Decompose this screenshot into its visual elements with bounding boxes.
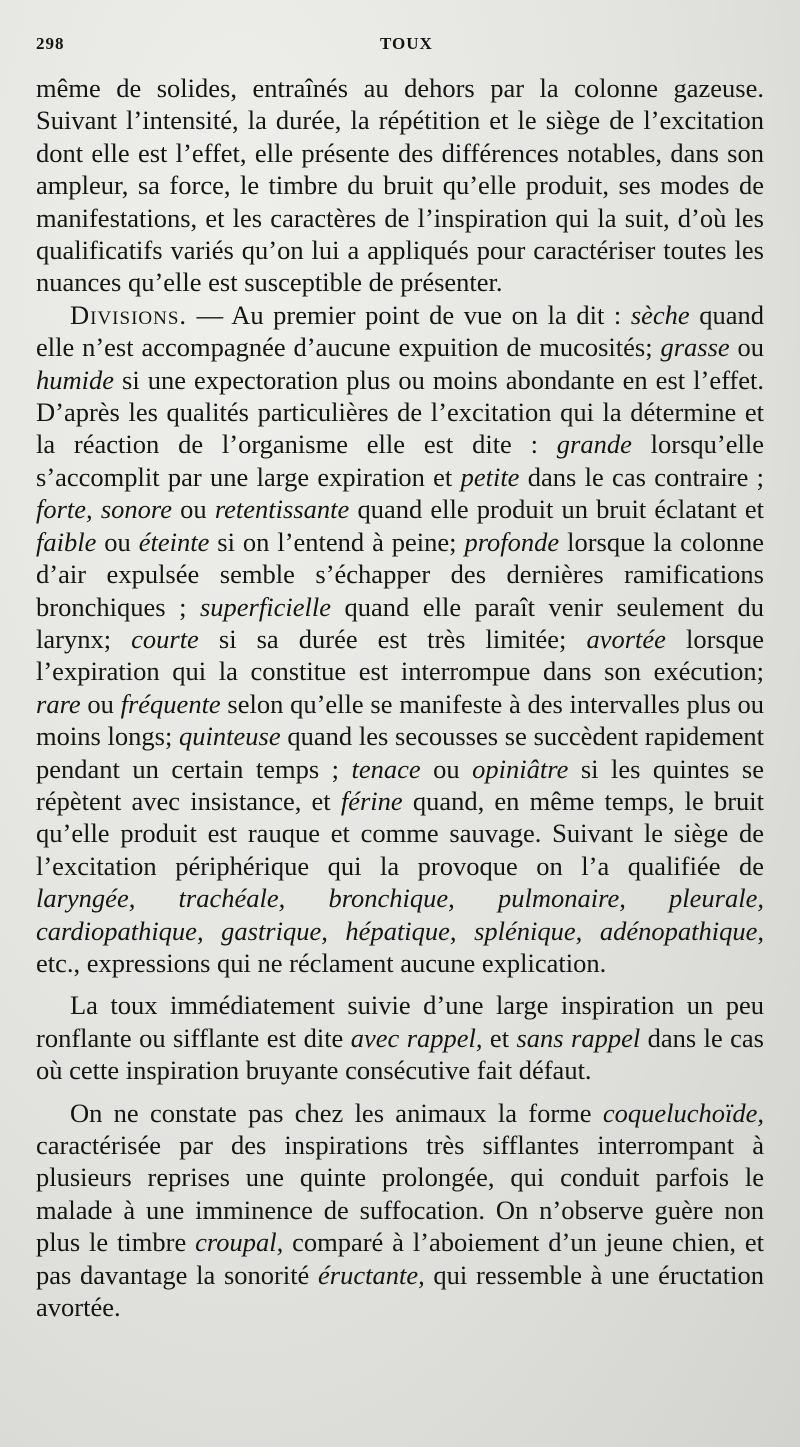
italic-term: croupal, (195, 1227, 284, 1258)
paragraph-coqueluchoide (36, 1097, 764, 1324)
page-number: 298 (36, 34, 65, 53)
text-run: lorsque la colonne d’air expulsée semble s’échapper des dernières ramifications bronchiques ; (36, 526, 765, 622)
text-run: lorsque l’expiration qui la constitue est interrompue dans son exécution; (36, 623, 765, 687)
text-run: comparé à l’aboiement d’un jeune chien, et pas davantage la sonorité (36, 1227, 764, 1290)
italic-term: laryngée, trachéale, bronchique, pulmonaire, pleurale, cardiopathique, gastrique, hépatique, splénique, adénopathique, (36, 883, 764, 946)
paragraph-intro (36, 72, 764, 299)
italic-term: superficielle (199, 591, 331, 622)
text-run: caractérisée par des inspirations très sifflantes interrompant à plusieurs reprises une quinte prolongée, qui conduit parfois le malade à une imminence de suffocation. On n’observe guère non plus le timbre (36, 1130, 764, 1258)
text-run: On ne constate pas chez les animaux la forme (70, 1097, 603, 1128)
italic-term: faible (36, 526, 97, 557)
text-run: ou (420, 753, 473, 784)
italic-term: sans rappel (516, 1022, 641, 1053)
text-run: et (482, 1022, 517, 1053)
body-text (36, 72, 764, 1323)
italic-term: grasse (660, 332, 730, 363)
italic-term: férine (340, 785, 403, 816)
text-run: quand, en même temps, le bruit qu’elle produit est rauque et comme sauvage. Suivant le siège de l’excitation périphérique qui la provoque on l’a qualifiée de (36, 785, 765, 881)
text-run: — Au premier point de vue on la dit : (187, 299, 631, 330)
italic-term: fréquente (120, 688, 221, 719)
text-run: qui ressemble à une éructation avortée. (36, 1259, 765, 1323)
text-run: dans le cas où cette inspiration bruyante consécutive fait défaut. (36, 1022, 764, 1086)
page-header (36, 34, 756, 58)
text-run: ou (80, 688, 121, 719)
italic-term: avec rappel, (350, 1022, 483, 1053)
text-run: si sa durée est très limitée; (198, 623, 587, 654)
text-run: si une expectoration plus ou moins abondante en est l’effet. D’après les qualités particulières de l’excitation qui la détermine et la réaction de l’organisme elle est dite : (36, 364, 764, 460)
text-run: si on l’entend à peine; (209, 526, 465, 557)
italic-term: quinteuse (179, 721, 281, 752)
text-run: ou (96, 526, 139, 557)
text-run: quand elle paraît venir seulement du larynx; (36, 591, 764, 654)
italic-term: coqueluchoïde, (602, 1097, 764, 1128)
italic-term: retentissante (214, 494, 350, 525)
italic-term: courte (131, 623, 199, 654)
text-run: lorsqu’elle s’accomplit par une large expiration et (36, 429, 765, 492)
text-run: quand elle n’est accompagnée d’aucune expuition de mucosités; (36, 299, 764, 363)
text-run: dans le cas contraire ; (519, 461, 765, 492)
text-run: même de solides, entraînés au dehors par la colonne gazeuse. Suivant l’intensité, la durée, la répétition et le siège de l’excitation dont elle est l’effet, elle présente des différences notables, dans son ampleur, sa force, le timbre du bruit qu’elle produit, ses modes de manifestations, et les caractères de l’inspiration qui la suit, d’où les qualificatifs variés qu’on lui a appliqués pour caractériser toutes les nuances qu’elle est susceptible de présenter. (36, 73, 764, 298)
paragraph-rappel (36, 989, 764, 1086)
italic-term: opiniâtre (472, 753, 569, 784)
italic-term: éteinte (138, 526, 210, 557)
text-run: La toux immédiatement suivie d’une large inspiration un peu ronflante ou sifflante est dite (36, 990, 764, 1053)
italic-term: tenace (351, 753, 421, 784)
italic-term: sèche (630, 299, 690, 330)
section-heading: Divisions. (70, 299, 188, 330)
italic-term: avortée (586, 623, 666, 654)
paragraph-divisions (36, 299, 764, 980)
italic-term: forte, sonore (36, 494, 172, 525)
text-run: si les quintes se répètent avec insistance, et (36, 753, 764, 816)
text-run: ou (729, 332, 764, 363)
italic-term: humide (36, 364, 115, 395)
running-title: TOUX (380, 34, 433, 53)
text-run: etc., expressions qui ne réclament aucune explication. (36, 947, 607, 978)
italic-term: éructante, (318, 1259, 425, 1290)
text-run: quand elle produit un bruit éclatant et (349, 494, 765, 525)
text-run: quand les secousses se succèdent rapidement pendant un certain temps ; (36, 721, 764, 784)
italic-term: grande (556, 429, 632, 460)
text-run: ou (172, 494, 215, 525)
text-run: selon qu’elle se manifeste à des intervalles plus ou moins longs; (36, 688, 765, 752)
italic-term: rare (36, 688, 81, 719)
italic-term: profonde (464, 526, 560, 557)
italic-term: petite (460, 461, 520, 492)
